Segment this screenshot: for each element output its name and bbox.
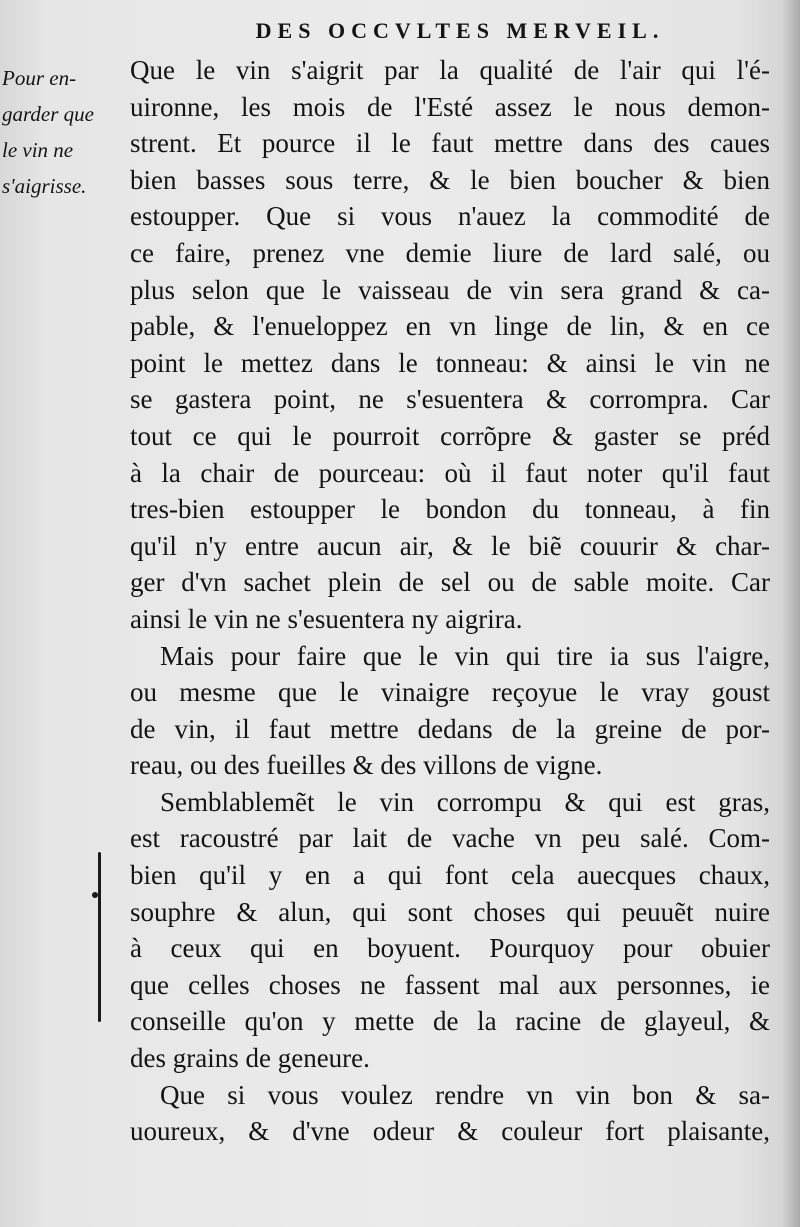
page-edge-shadow (782, 0, 800, 1227)
text-line: souphre & alun, qui sont choses qui peuuẽt nuire (130, 896, 770, 927)
text-line: bien qu'il y en a qui font cela auecques chaux, (130, 860, 770, 891)
text-line: tres-bien estoupper le bondon du tonneau, à fin (130, 494, 770, 525)
text-line: de vin, il faut mettre dedans de la greine de por- (130, 713, 770, 744)
margin-bracket-mark (92, 852, 106, 1022)
text-line: Mais pour faire que le vin qui tire ia sus l'aigre, (160, 640, 770, 671)
gloss-line: Pour en- (2, 66, 77, 90)
gloss-line: garder que (2, 102, 94, 126)
text-line: ou mesme que le vinaigre reçoyue le vray goust (130, 677, 770, 708)
text-line: estoupper. Que si vous n'auez la commodité de (130, 201, 770, 232)
text-line: pable, & l'enueloppez en vn linge de lin, & en ce (130, 311, 770, 342)
text-line: Que si vous voulez rendre vn vin bon & sa- (160, 1079, 770, 1110)
text-line: Semblablemẽt le vin corrompu & qui est gras, (160, 786, 770, 817)
gloss-line: s'aigrisse. (2, 174, 87, 198)
text-line: est racoustré par lait de vache vn peu salé. Com- (130, 823, 770, 854)
running-head: DES OCCVLTES MERVEIL. (255, 18, 665, 43)
text-line: ainsi le vin ne s'esuentera ny aigrira. (130, 603, 523, 634)
text-line: qu'il n'y entre aucun air, & le biẽ couurir & char- (130, 530, 770, 561)
gloss-line: le vin ne (2, 138, 74, 162)
text-line: plus selon que le vaisseau de vin sera grand & ca- (130, 274, 770, 305)
text-line: conseille qu'on y mette de la racine de glayeul, & (130, 1006, 770, 1037)
margin-gloss (2, 60, 122, 204)
text-line: reau, ou des fueilles & des villons de vigne. (130, 750, 603, 781)
text-line: à ceux qui en boyuent. Pourquoy pour obuier (130, 933, 770, 964)
text-line: ce faire, prenez vne demie liure de lard salé, ou (130, 237, 770, 268)
text-line: uironne, les mois de l'Esté assez le nous demon- (130, 91, 770, 122)
text-line: à la chair de pourceau: où il faut noter qu'il faut (130, 457, 770, 488)
main-text (130, 52, 770, 1150)
bracket-bar (98, 852, 101, 1022)
text-line: uoureux, & d'vne odeur & couleur fort plaisante, (130, 1116, 770, 1147)
text-line: des grains de geneure. (130, 1043, 370, 1074)
text-line: que celles choses ne fassent mal aux personnes, ie (130, 969, 770, 1000)
text-line: strent. Et pource il le faut mettre dans des caues (130, 128, 770, 159)
text-line: ger d'vn sachet plein de sel ou de sable moite. Car (130, 567, 770, 598)
text-line: Que le vin s'aigrit par la qualité de l'air qui l'é- (130, 55, 770, 85)
text-line: se gastera point, ne s'esuentera & corrompra. Car (130, 384, 770, 415)
text-line: tout ce qui le pourroit corrõpre & gaster se préd (130, 420, 770, 451)
text-line: bien basses sous terre, & le bien boucher & bien (130, 164, 770, 195)
text-line: point le mettez dans le tonneau: & ainsi le vin ne (130, 347, 770, 378)
